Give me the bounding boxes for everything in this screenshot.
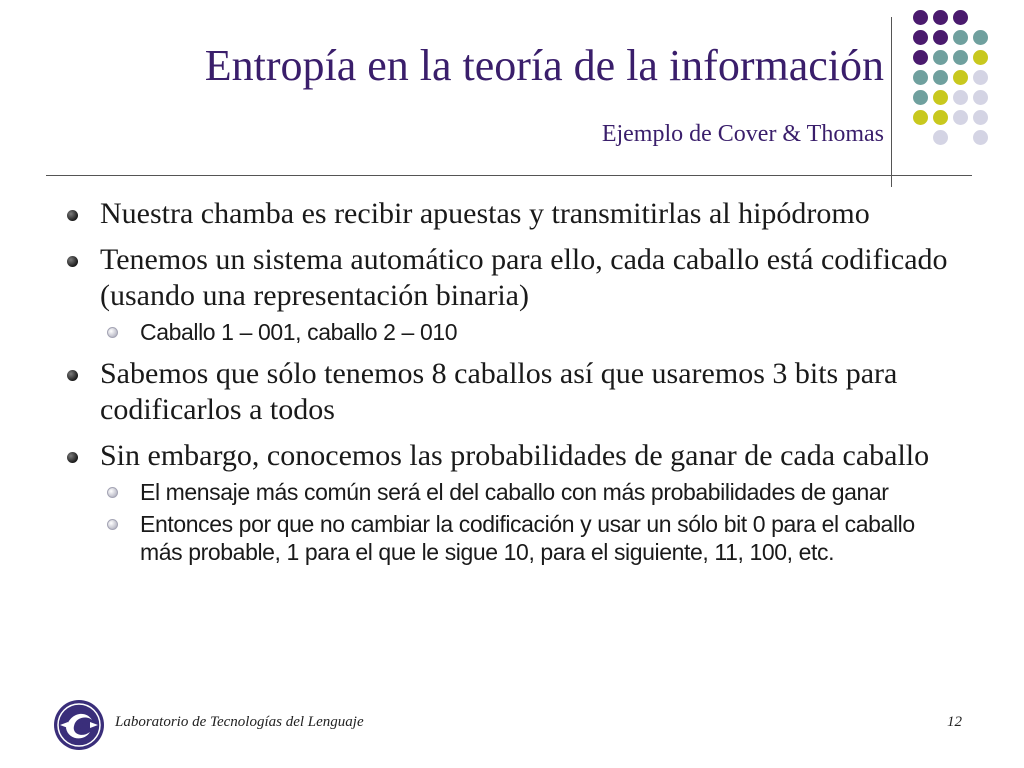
decorative-dot — [933, 90, 948, 105]
lab-logo-icon — [52, 698, 106, 752]
bullet-text: El mensaje más común será el del caballo con más probabilidades de ganar — [140, 479, 889, 505]
decorative-dot — [953, 110, 968, 125]
sub-bullet-item — [60, 318, 960, 346]
bullet-item — [60, 196, 960, 232]
sub-bullet-item — [60, 510, 960, 566]
decorative-dot — [973, 90, 988, 105]
title-divider — [46, 175, 972, 176]
decorative-dot — [973, 110, 988, 125]
sub-bullet-dot-icon — [107, 327, 118, 338]
decorative-dot — [933, 30, 948, 45]
decorative-dot — [933, 50, 948, 65]
bullet-text: Tenemos un sistema automático para ello, cada caballo está codificado (usando una representación binaria) — [100, 243, 948, 312]
bullet-item — [60, 356, 960, 428]
bullet-item — [60, 438, 960, 474]
decorative-dot — [973, 70, 988, 85]
decorative-dot — [913, 50, 928, 65]
decorative-dot — [933, 130, 948, 145]
decorative-dot — [973, 50, 988, 65]
bullet-text: Nuestra chamba es recibir apuestas y transmitirlas al hipódromo — [100, 197, 870, 230]
decorative-dot — [953, 10, 968, 25]
bullet-dot-icon — [67, 370, 78, 381]
decorative-dot — [953, 30, 968, 45]
bullet-text: Entonces por que no cambiar la codificación y usar un sólo bit 0 para el caballo más probable, 1 para el que le sigue 10, para el siguiente, 11, 100, etc. — [140, 511, 915, 565]
bullet-dot-icon — [67, 256, 78, 267]
bullet-dot-icon — [67, 452, 78, 463]
bullet-dot-icon — [67, 210, 78, 221]
decorative-dot — [913, 10, 928, 25]
footer-organization: Laboratorio de Tecnologías del Lenguaje — [115, 714, 364, 730]
decorative-dot — [933, 10, 948, 25]
decorative-dot — [953, 90, 968, 105]
decorative-dot — [973, 130, 988, 145]
bullet-text: Caballo 1 – 001, caballo 2 – 010 — [140, 319, 458, 345]
bullet-text: Sabemos que sólo tenemos 8 caballos así que usaremos 3 bits para codificarlos a todos — [100, 357, 898, 426]
bullet-item — [60, 242, 960, 314]
decorative-dot — [973, 30, 988, 45]
bullet-list — [60, 196, 960, 576]
decorative-dot — [953, 50, 968, 65]
decorative-dot — [913, 70, 928, 85]
decorative-dot — [913, 90, 928, 105]
slide-subtitle: Ejemplo de Cover & Thomas — [601, 121, 884, 147]
sub-bullet-item — [60, 478, 960, 506]
decorative-dot — [913, 110, 928, 125]
decorative-dot — [933, 70, 948, 85]
decorative-dot — [933, 110, 948, 125]
bullet-text: Sin embargo, conocemos las probabilidades de ganar de cada caballo — [100, 439, 930, 472]
decorative-dot — [913, 30, 928, 45]
dot-grid-icon — [903, 10, 1023, 170]
page-number: 12 — [947, 714, 962, 730]
sub-bullet-dot-icon — [107, 519, 118, 530]
decorative-dot — [953, 70, 968, 85]
sub-bullet-dot-icon — [107, 487, 118, 498]
slide-title: Entropía en la teoría de la información — [204, 41, 884, 90]
vertical-divider — [891, 17, 892, 187]
